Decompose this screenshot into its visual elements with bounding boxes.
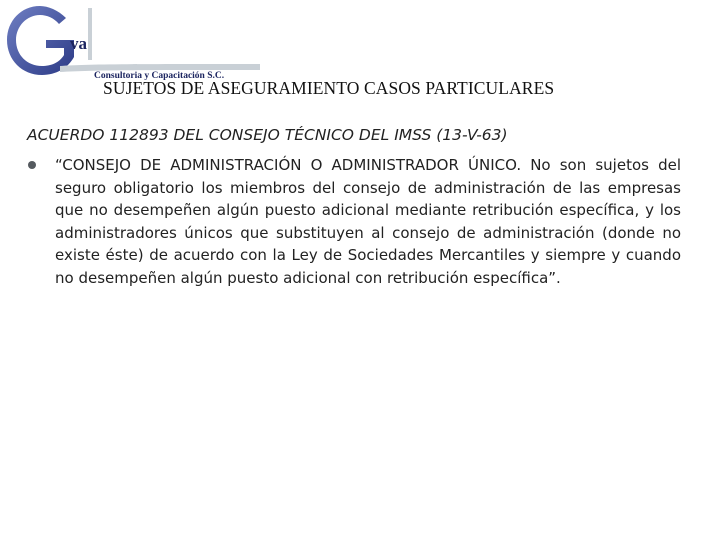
bullet-dot-icon	[28, 161, 36, 169]
company-logo	[4, 2, 260, 84]
bullet-paragraph: “CONSEJO DE ADMINISTRACIÓN O ADMINISTRADOR ÚNICO. No son sujetos del seguro obligatorio los miembros del consejo de administración de las empresas que no desempeñen algún puesto adicional mediante retribución específica, y los administradores únicos que substituyen al consejo de administración (donde no existe éste) de acuerdo con la Ley de Sociedades Mercantiles y siempre y cuando no desempeñen algún puesto adicional con retribución específica”.	[55, 156, 681, 287]
logo-initials: va	[70, 34, 87, 53]
logo-graphic	[4, 2, 260, 84]
logo-tagline: Consultoria y Capacitación S.C.	[94, 71, 225, 81]
logo-g-shape	[7, 6, 74, 75]
agreement-heading: ACUERDO 112893 DEL CONSEJO TÉCNICO DEL IMSS (13-V-63)	[27, 126, 508, 144]
slide-title: SUJETOS DE ASEGURAMIENTO CASOS PARTICULARES	[103, 78, 555, 98]
